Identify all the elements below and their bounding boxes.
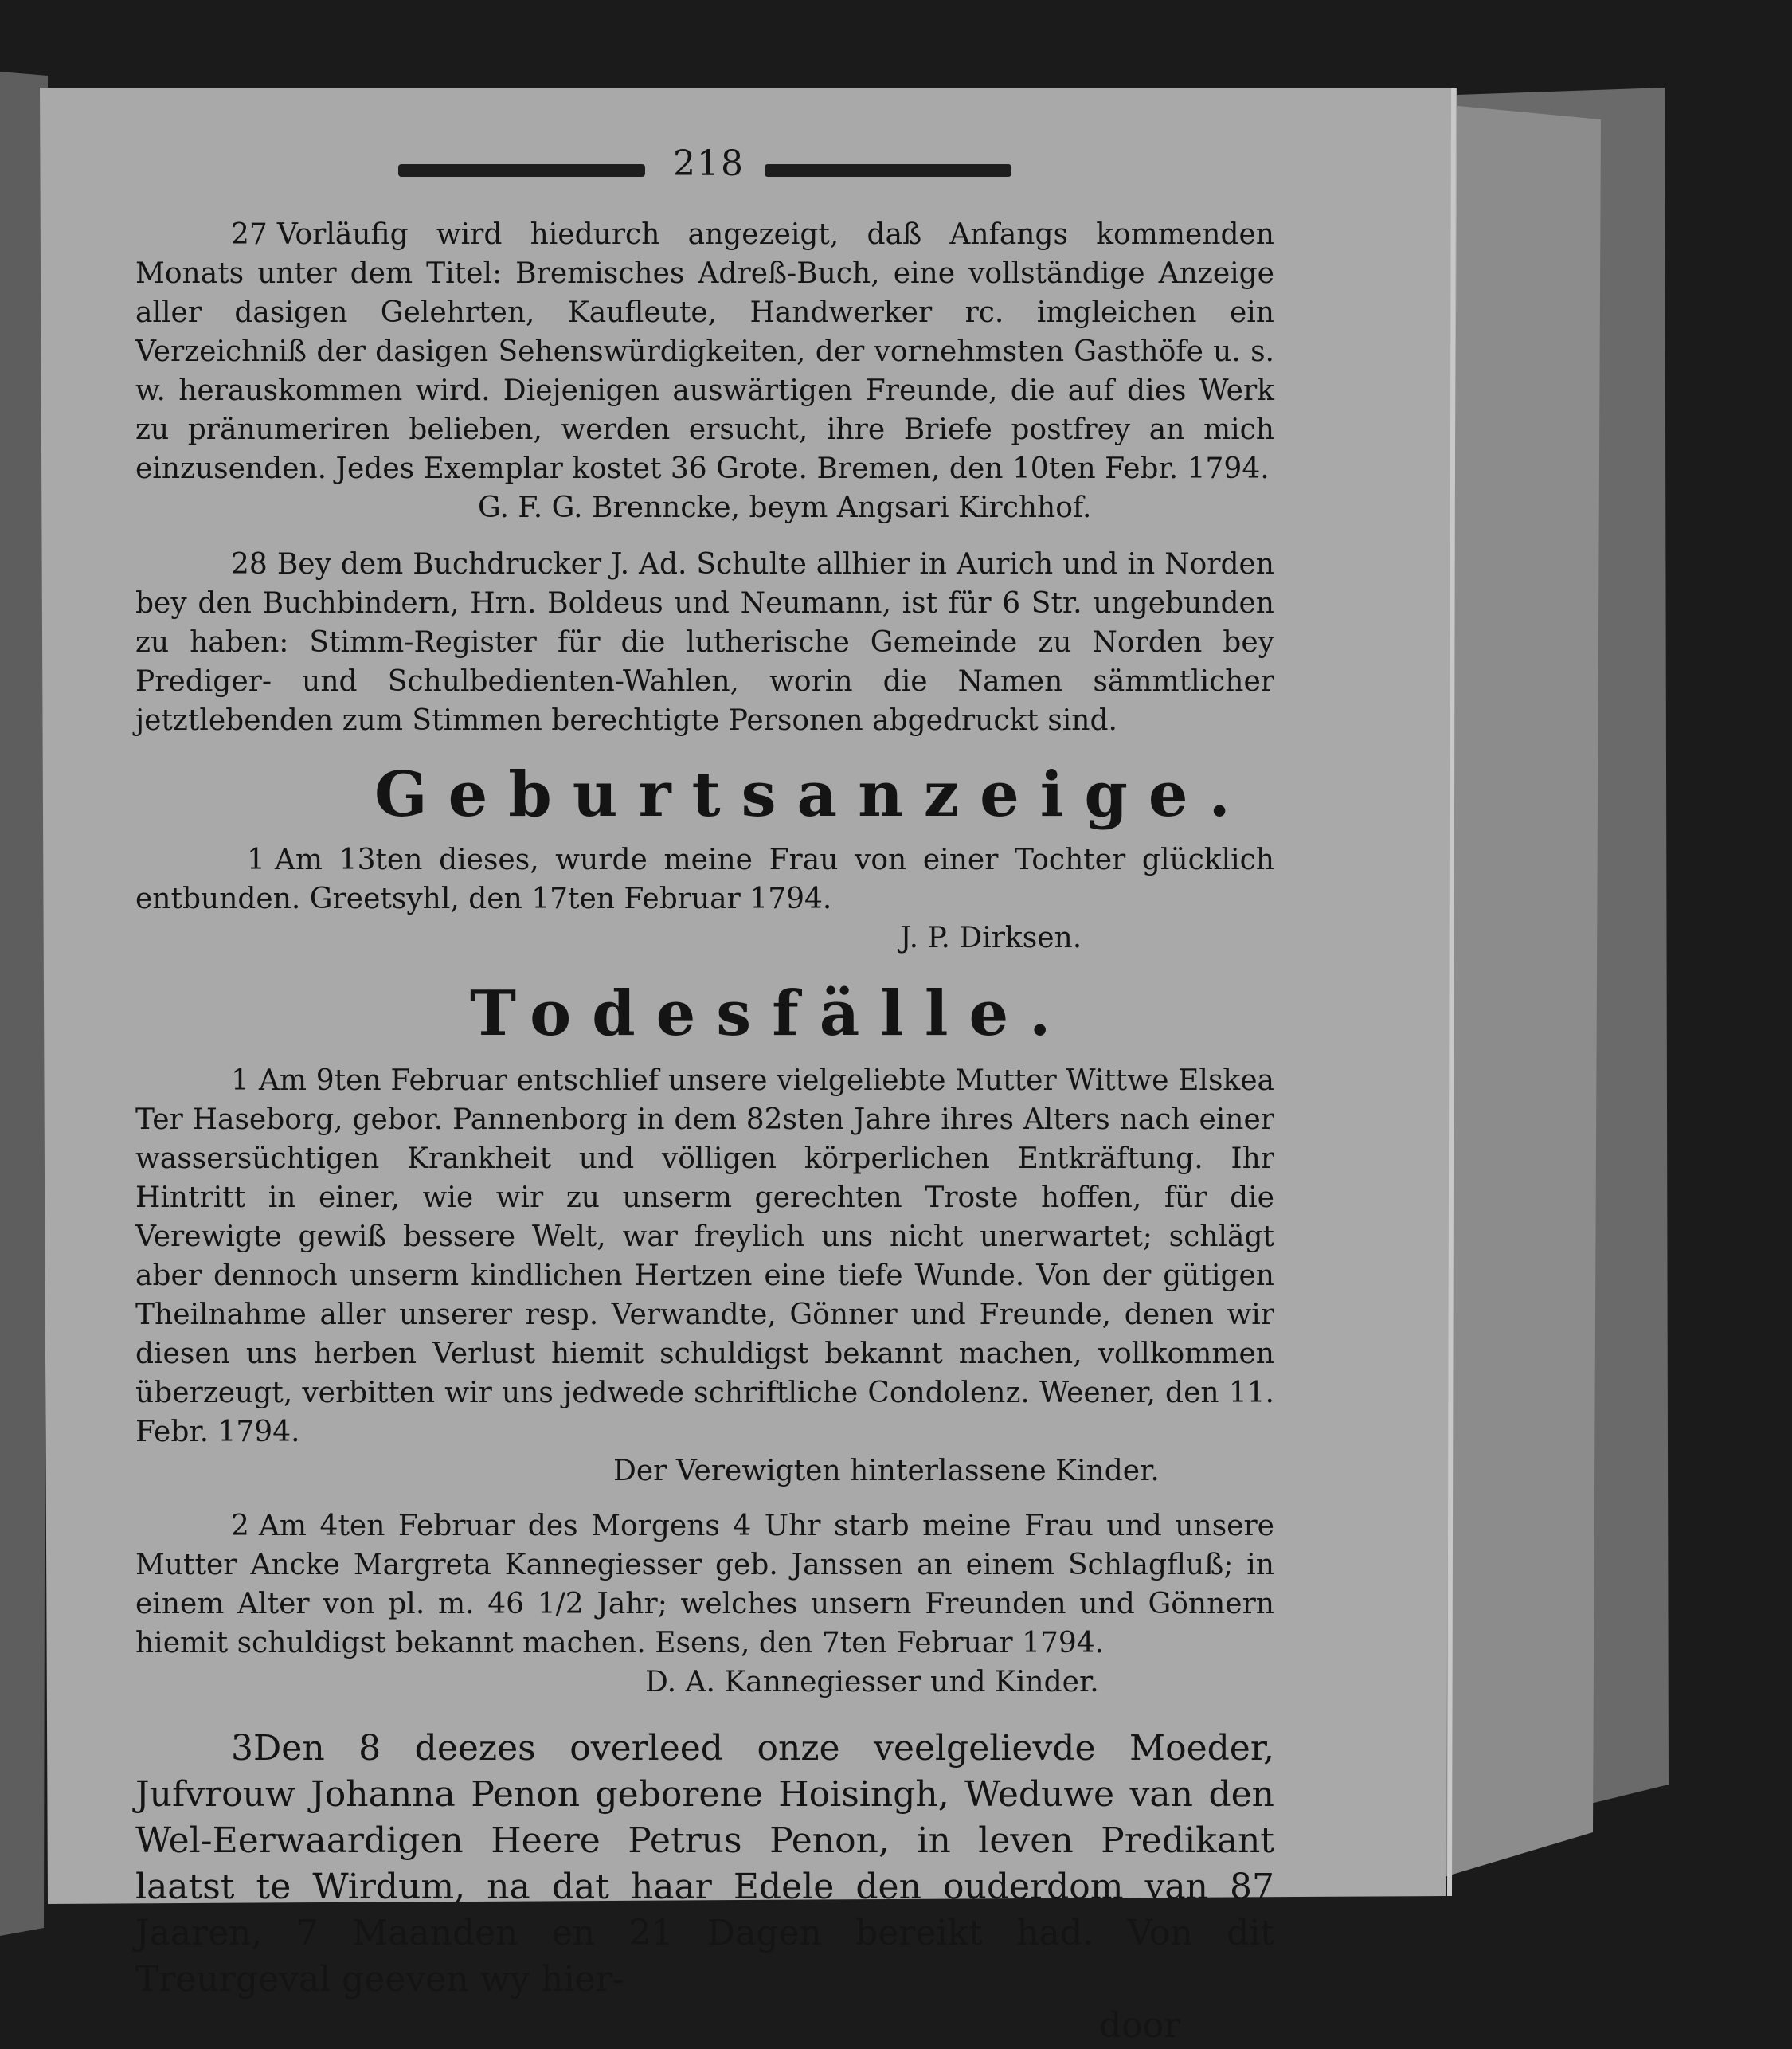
item-text: Am 9ten Februar entschlief unsere vielgeliebte Mutter Wittwe Elskea Ter Haseborg, gebor. Pannenborg in dem 82sten Jahre ihres Alters nach einer wassersüchtigen Krankheit und völligen körperlichen Entkräftung. Ihr Hintritt in einer, wie wir zu unserm gerechten Troste hoffen, für die Verewigte gewiß bessere Welt, war freylich uns nicht unerwartet; schlägt aber dennoch unserm kindlichen Hertzen eine tiefe Wunde. Von der gütigen Theilnahme aller unserer resp. Verwandte, Gönner und Freunde, denen wir diesen uns herben Verlust hiemit schuldigst bekannt machen, vollkommen überzeugt, verbitten wir uns jedwede schriftliche Condolenz. Weener, den 11. Febr. 1794. (135, 1064, 1274, 1448)
item-text: Am 4ten Februar des Morgens 4 Uhr starb meine Frau und unsere Mutter Ancke Margreta Kannegiesser geb. Janssen an einem Schlagfluß; in einem Alter von pl. m. 46 1/2 Jahr; welches unsern Freunden und Gönnern hiemit schuldigst bekannt machen. Esens, den 7ten Februar 1794. (135, 1510, 1274, 1659)
item-text: Am 13ten dieses, wurde meine Frau von einer Tochter glücklich entbunden. Greetsyhl, den 17ten Februar 1794. (135, 844, 1274, 915)
page-text (135, 143, 1274, 2049)
death-item-1-signature: Der Verewigten hinterlassene Kinder. (613, 1455, 1160, 1487)
notice-27 (135, 215, 1274, 488)
item-number: 1 (247, 844, 265, 876)
left-page-edge (0, 72, 48, 1936)
header-rule-right (765, 164, 1011, 177)
notice-text: Bey dem Buchdrucker J. Ad. Schulte allhier in Aurich und in Norden bey den Buchbindern, Hrn. Boldeus und Neumann, ist für 6 Str. ungebunden zu haben: Stimm-Register für die lutherische Gemeinde zu Norden bey Prediger- und Schulbedienten-Wahlen, worin die Namen sämmtlicher jetztlebenden zum Stimmen berechtigte Personen abgedruckt sind. (135, 548, 1274, 737)
birth-heading: Geburtsanzeige. (374, 758, 1251, 831)
item-number: 1 (231, 1064, 249, 1097)
page-header (135, 143, 1274, 199)
item-text: Den 8 deezes overleed onze veelgelievde Moeder, Jufvrouw Johanna Penon geborene Hoisingh, Weduwe van den Wel-Eerwaardigen Heere Petrus Penon, in leven Predikant laatst te Wirdum, na dat haar Edele den ouderdom van 87 Jaaren, 7 Maanden en 21 Dagen bereikt had. Von dit Treurgeval geeven wy hier- (135, 1728, 1274, 2000)
death-item-2-signature: D. A. Kannegiesser und Kinder. (645, 1666, 1099, 1698)
death-item-2 (135, 1506, 1274, 1663)
notice-28 (135, 545, 1274, 740)
item-number: 2 (231, 1510, 249, 1542)
birth-item-1 (135, 840, 1274, 919)
page-stack-edges (1434, 104, 1601, 1880)
page-number: 218 (673, 143, 745, 184)
notice-number: 27 (231, 218, 268, 251)
death-item-3-continuation: door (1099, 2005, 1181, 2046)
notice-number: 28 (231, 548, 268, 581)
death-item-3 (135, 1726, 1274, 2003)
header-rule-left (398, 164, 645, 177)
death-item-1 (135, 1061, 1274, 1452)
birth-item-1-signature: J. P. Dirksen. (900, 922, 1082, 954)
item-number: 3 (231, 1728, 253, 1769)
notice-text: Vorläufig wird hiedurch angezeigt, daß Anfangs kommenden Monats unter dem Titel: Bremisches Adreß-Buch, eine vollständige Anzeige aller dasigen Gelehrten, Kaufleute, Handwerker rc. imgleichen ein Verzeichniß der dasigen Sehenswürdigkeiten, der vornehmsten Gasthöfe u. s. w. herauskommen wird. Diejenigen auswärtigen Freunde, die auf dies Werk zu pränumeriren belieben, werden ersucht, ihre Briefe postfrey an mich einzusenden. Jedes Exemplar kostet 36 Grote. Bremen, den 10ten Febr. 1794. (135, 218, 1274, 485)
notice-27-signature: G. F. G. Brenncke, beym Angsari Kirchhof. (478, 492, 1092, 524)
deaths-heading: Todesfälle. (470, 977, 1072, 1050)
